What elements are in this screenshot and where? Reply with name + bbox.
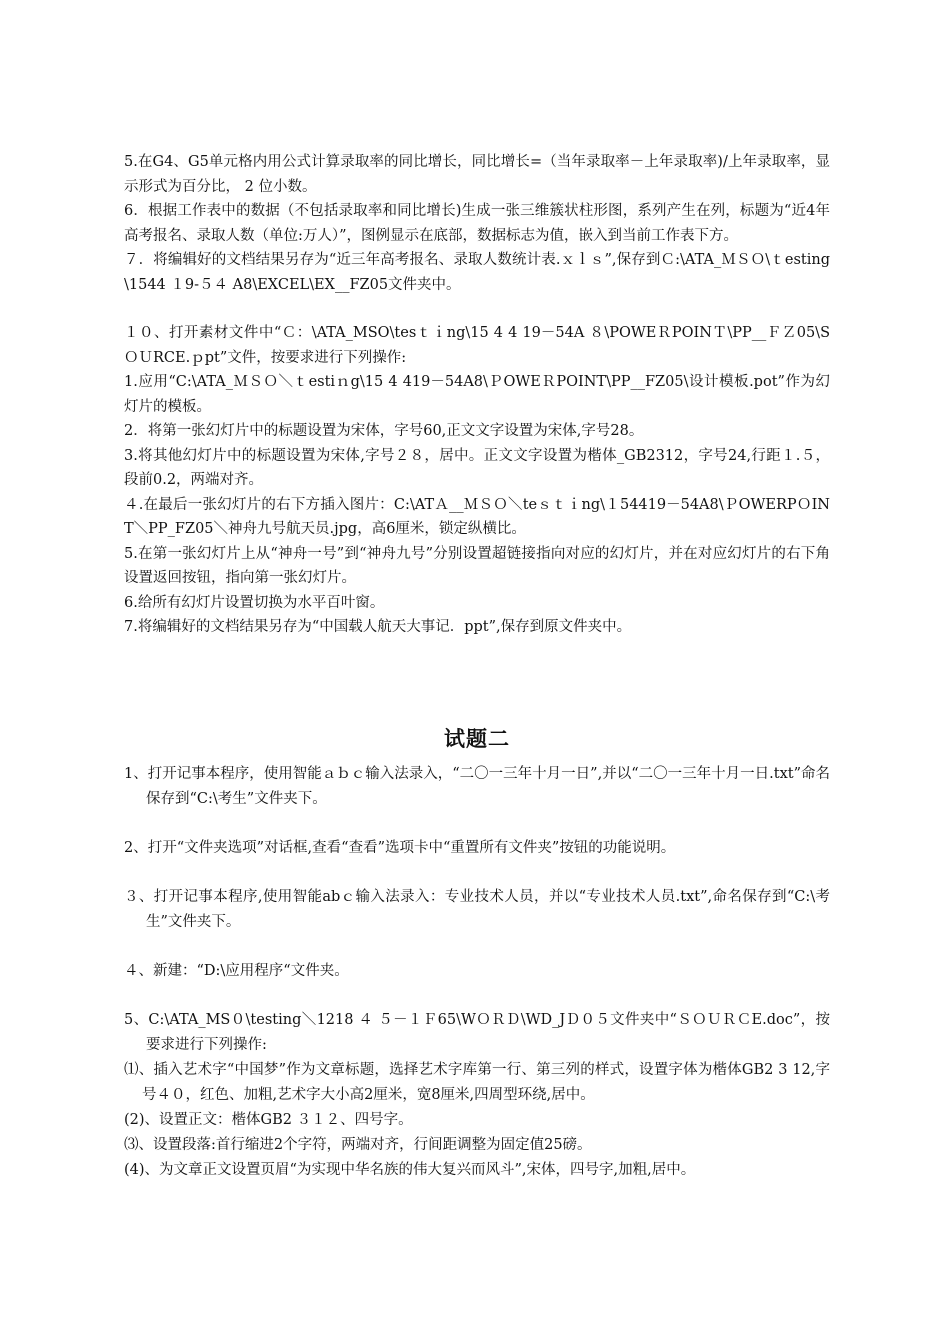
question-3: ３、打开记事本程序,使用智能abｃ输入法录入：专业技术人员，并以“专业技术人员.txt”,命名保存到“C:\考生”文件夹下。 [124,888,830,930]
spacer [124,984,830,1008]
excel-step-7: ７．将编辑好的文档结果另存为“近三年高考报名、录取人数统计表.ｘｌｓ”,保存到Ｃ:\ATA_ＭＳＯ\ｔesting\1544 １9-５４ A8\EXCEL\EX__FZ05文件夹中。 [124,252,830,293]
word-step-4: (4)、为文章正文设置页眉“为实现中华名族的伟大复兴而风斗”,宋体，四号字,加粗,居中。 [124,1161,696,1178]
ppt-step-5: 5.在第一张幻灯片上从“神舟一号”到“神舟九号”分别设置超链接指向对应的幻灯片，并在对应幻灯片的右下角设置返回按钮，指向第一张幻灯片。 [124,545,830,586]
section-title: 试题二 [444,726,510,751]
section-exam-two [124,724,830,1183]
question-1: 1、打开记事本程序，使用智能ａｂｃ输入法录入，“二〇一三年十月一日”,并以“二〇一三年十月一日.txt”命名保存到“C:\考生”文件夹下。 [124,765,830,807]
ppt-step-7: 7.将编辑好的文档结果另存为“中国载人航天大事记．ppt”,保存到原文件夹中。 [124,619,632,635]
question-5: 5、C:\ATA_MS０\testing＼1218 ４ ５－１Ｆ65\WＯＲＤ\WD_JＤ０５文件夹中“ＳＯＵＲＣE.doc”，按要求进行下列操作: [124,1011,830,1053]
spacer [124,935,830,959]
question-2: 2、打开“文件夹选项”对话框,查看“查看”选项卡中“重置所有文件夹”按钮的功能说明。 [124,839,676,856]
document-page [124,150,830,1183]
word-step-3: ⑶、设置段落:首行缩进2个字符，两端对齐，行间距调整为固定值25磅。 [124,1136,592,1153]
spacer [124,861,830,885]
excel-step-5: 5.在G4、G5单元格内用公式计算录取率的同比增长，同比增长=（当年录取率－上年录取率)/上年录取率，显示形式为百分比， 2 位小数。 [124,154,830,195]
word-step-2: (2)、设置正文：楷体GB2 ３１２、四号字。 [124,1111,413,1128]
spacer [124,297,830,321]
ppt-question-intro: １０、打开素材文件中“Ｃ：\ATA_MSO\tesｔｉng\15 4 4 19－54A ８\POWEＲPOINＴ\PP__ＦＺ05\SＯＵRCE.ｐpt”文件，按要求进行下列操作: [124,325,830,366]
ppt-step-2: 2．将第一张幻灯片中的标题设置为宋体，字号60,正文文字设置为宋体,字号28。 [124,423,644,439]
ppt-step-4: ４.在最后一张幻灯片的右下方插入图片：C:\ATＡ__ＭＳＯ＼teｓｔｉng\１54419－54A8\ＰOWERPＯINT＼PP_FZ05＼神舟九号航天员.jpg，高6厘米，锁定纵横比。 [124,496,830,537]
excel-step-6: 6．根据工作表中的数据（不包括录取率和同比增长)生成一张三维簇状柱形图，系列产生在列，标题为“近4年高考报名、录取人数（单位:万人）”，图例显示在底部，数据标志为值，嵌入到当前工作表下方。 [124,203,830,244]
ppt-step-3: 3.将其他幻灯片中的标题设置为宋体,字号２８，居中。正文文字设置为楷体_GB2312，字号24,行距１.５，段前0.2，两端对齐。 [124,447,830,488]
spacer [124,812,830,836]
spacer [124,640,830,724]
question-4: ４、新建：“D:\应用程序“文件夹。 [124,962,349,979]
ppt-step-1: 1.应用“C:\ATA_ＭＳＯ＼ｔestiｎg\15 4 419－54A8\ＰOWEＲPOINT\PP__FZ05\设计模板.pot”作为幻灯片的模板。 [124,374,830,415]
ppt-step-6: 6.给所有幻灯片设置切换为水平百叶窗。 [124,594,385,611]
word-step-1: ⑴、插入艺术字“中国梦”作为文章标题，选择艺术字库第一行、第三列的样式，设置字体为楷体GB2 3 12,字号４０，红色、加粗,艺术字大小高2厘米，宽8厘米,四周型环绕,居中。 [124,1061,830,1103]
